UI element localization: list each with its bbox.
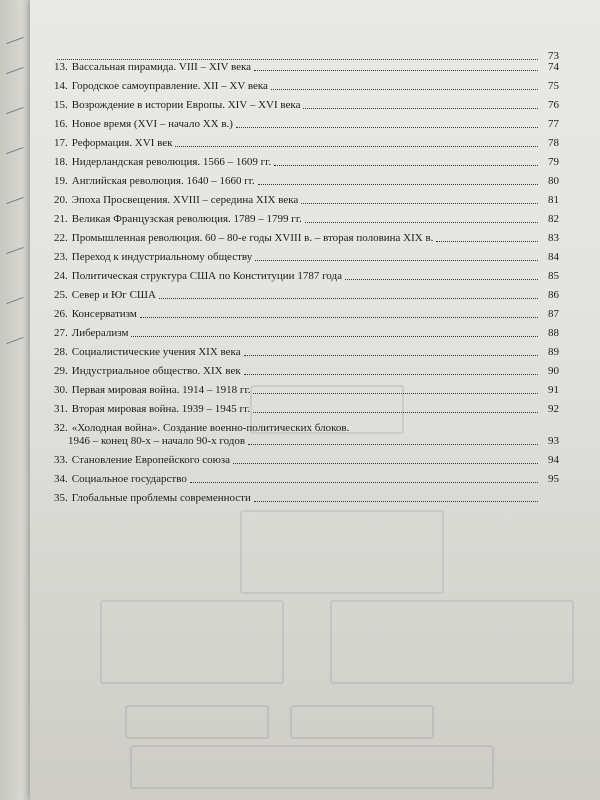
leader-dots xyxy=(255,260,538,261)
table-of-contents xyxy=(54,50,559,505)
leader-dots xyxy=(175,146,538,147)
toc-entry-number: 19. xyxy=(54,175,68,187)
leader-dots xyxy=(254,70,538,71)
toc-page-number: 90 xyxy=(548,365,559,377)
leader-dots xyxy=(244,355,538,356)
toc-page-number: 84 xyxy=(548,251,559,263)
toc-entry-title: Социалистические учения XIX века xyxy=(71,346,241,358)
leader-dots xyxy=(305,222,538,223)
leader-dots xyxy=(159,298,538,299)
toc-entry-title: Социальное государство xyxy=(71,473,187,485)
toc-entry-title: «Холодная война». Создание военно-политических блоков. xyxy=(71,422,350,434)
toc-entry-title: Становление Европейского союза xyxy=(71,454,231,466)
toc-entry-title: Консерватизм xyxy=(71,308,137,320)
toc-page-number: 93 xyxy=(548,435,559,447)
leader-dots xyxy=(436,241,538,242)
toc-entry-title: Индустриальное общество. XIX век xyxy=(71,365,241,377)
toc-page-number: 92 xyxy=(548,403,559,415)
toc-page-number: 89 xyxy=(548,346,559,358)
toc-entry-number: 28. xyxy=(54,346,68,358)
toc-entry xyxy=(54,384,559,397)
leader-dots xyxy=(303,108,538,109)
toc-page-number: 79 xyxy=(548,156,559,168)
toc-entry xyxy=(54,454,559,467)
toc-entry-number: 14. xyxy=(54,80,68,92)
toc-entry-number: 31. xyxy=(54,403,68,415)
toc-page-number: 94 xyxy=(548,454,559,466)
toc-entry-title: Нидерландская революция. 1566 – 1609 гг. xyxy=(71,156,272,168)
toc-entry-number: 33. xyxy=(54,454,68,466)
toc-entry xyxy=(54,251,559,264)
toc-entry-title: Переход к индустриальному обществу xyxy=(71,251,253,263)
toc-entry-title: Север и Юг США xyxy=(71,289,156,301)
toc-page-number: 88 xyxy=(548,327,559,339)
toc-entry xyxy=(54,308,559,321)
toc-entry-title-continued: 1946 – конец 80-х – начало 90-х годов xyxy=(68,435,246,447)
toc-page-number: 81 xyxy=(548,194,559,206)
toc-entry xyxy=(54,156,559,169)
book-page xyxy=(30,0,600,800)
toc-entry xyxy=(54,403,559,416)
toc-entry-title: Реформация. XVI век xyxy=(71,137,173,149)
toc-entry-title: Возрождение в истории Европы. XIV – XVI века xyxy=(71,99,301,111)
leader-dots xyxy=(253,412,538,413)
toc-entry-number: 16. xyxy=(54,118,68,130)
toc-entry-title: Промышленная революция. 60 – 80-е годы XVIII в. – вторая половина XIX в. xyxy=(71,232,434,244)
toc-entry xyxy=(54,365,559,378)
toc-entry xyxy=(54,118,559,131)
toc-entry xyxy=(54,213,559,226)
leader-dots xyxy=(233,463,538,464)
toc-entry-number: 27. xyxy=(54,327,68,339)
toc-page-number: 82 xyxy=(548,213,559,225)
toc-page-number: 80 xyxy=(548,175,559,187)
toc-entry-number: 35. xyxy=(54,492,68,504)
toc-page-number: 95 xyxy=(548,473,559,485)
toc-entry-number: 24. xyxy=(54,270,68,282)
toc-entry-number: 26. xyxy=(54,308,68,320)
toc-entry-title: Эпоха Просвещения. XVIII – середина XIX века xyxy=(71,194,299,206)
leader-dots xyxy=(301,203,538,204)
toc-entry xyxy=(54,61,559,74)
toc-page-number: 73 xyxy=(548,50,559,62)
toc-entry-title: Первая мировая война. 1914 – 1918 гг. xyxy=(71,384,251,396)
toc-page-number: 83 xyxy=(548,232,559,244)
toc-entry xyxy=(54,346,559,359)
toc-entry-number: 23. xyxy=(54,251,68,263)
toc-entry-number: 17. xyxy=(54,137,68,149)
toc-page-number: 77 xyxy=(548,118,559,130)
leader-dots xyxy=(244,374,538,375)
toc-entry-number: 30. xyxy=(54,384,68,396)
toc-entry-number: 22. xyxy=(54,232,68,244)
toc-entry xyxy=(54,492,559,505)
toc-entry xyxy=(54,80,559,93)
leader-dots xyxy=(57,59,538,60)
leader-dots xyxy=(140,317,538,318)
toc-entry xyxy=(54,194,559,207)
leader-dots xyxy=(345,279,538,280)
leader-dots xyxy=(190,482,538,483)
toc-entry xyxy=(54,289,559,302)
leader-dots xyxy=(254,501,538,502)
leader-dots xyxy=(271,89,538,90)
leader-dots xyxy=(258,184,538,185)
leader-dots xyxy=(274,165,538,166)
toc-entry-title: Вассальная пирамида. VIII – XIV века xyxy=(71,61,252,73)
leader-dots xyxy=(131,336,538,337)
toc-entry xyxy=(54,175,559,188)
toc-entry-title: Новое время (XVI – начало XX в.) xyxy=(71,118,233,130)
leader-dots xyxy=(253,393,538,394)
toc-page-number: 75 xyxy=(548,80,559,92)
toc-entry xyxy=(54,137,559,150)
toc-entry xyxy=(54,473,559,486)
toc-page-number: 85 xyxy=(548,270,559,282)
toc-page-number: 74 xyxy=(548,61,559,73)
leader-dots xyxy=(236,127,538,128)
toc-entry-number: 21. xyxy=(54,213,68,225)
toc-entry-title: Вторая мировая война. 1939 – 1945 гг. xyxy=(71,403,251,415)
toc-page-number: 87 xyxy=(548,308,559,320)
toc-entry xyxy=(54,99,559,112)
toc-page-number: 76 xyxy=(548,99,559,111)
toc-page-number: 78 xyxy=(548,137,559,149)
toc-entry-title: Английская революция. 1640 – 1660 гг. xyxy=(71,175,255,187)
toc-entry-number: 20. xyxy=(54,194,68,206)
toc-entry-number: 15. xyxy=(54,99,68,111)
toc-entry-title: Великая Французская революция. 1789 – 1799 гг. xyxy=(71,213,302,225)
toc-entry-number: 32. xyxy=(54,422,68,434)
toc-entry xyxy=(54,232,559,245)
toc-entry-title: Городское самоуправление. XII – XV века xyxy=(71,80,268,92)
toc-entry xyxy=(54,422,559,448)
toc-entry-number: 13. xyxy=(54,61,68,73)
toc-entry xyxy=(54,327,559,340)
toc-entry-number: 34. xyxy=(54,473,68,485)
toc-page-number: 91 xyxy=(548,384,559,396)
toc-entry-number: 25. xyxy=(54,289,68,301)
toc-entry-number: 18. xyxy=(54,156,68,168)
leader-dots xyxy=(248,444,538,445)
toc-entry-title: Глобальные проблемы современности xyxy=(71,492,251,504)
toc-entry-title: Политическая структура США по Конституции 1787 года xyxy=(71,270,342,282)
toc-entry-number: 29. xyxy=(54,365,68,377)
toc-page-number: 86 xyxy=(548,289,559,301)
toc-entry xyxy=(54,270,559,283)
toc-entry-title: Либерализм xyxy=(71,327,129,339)
